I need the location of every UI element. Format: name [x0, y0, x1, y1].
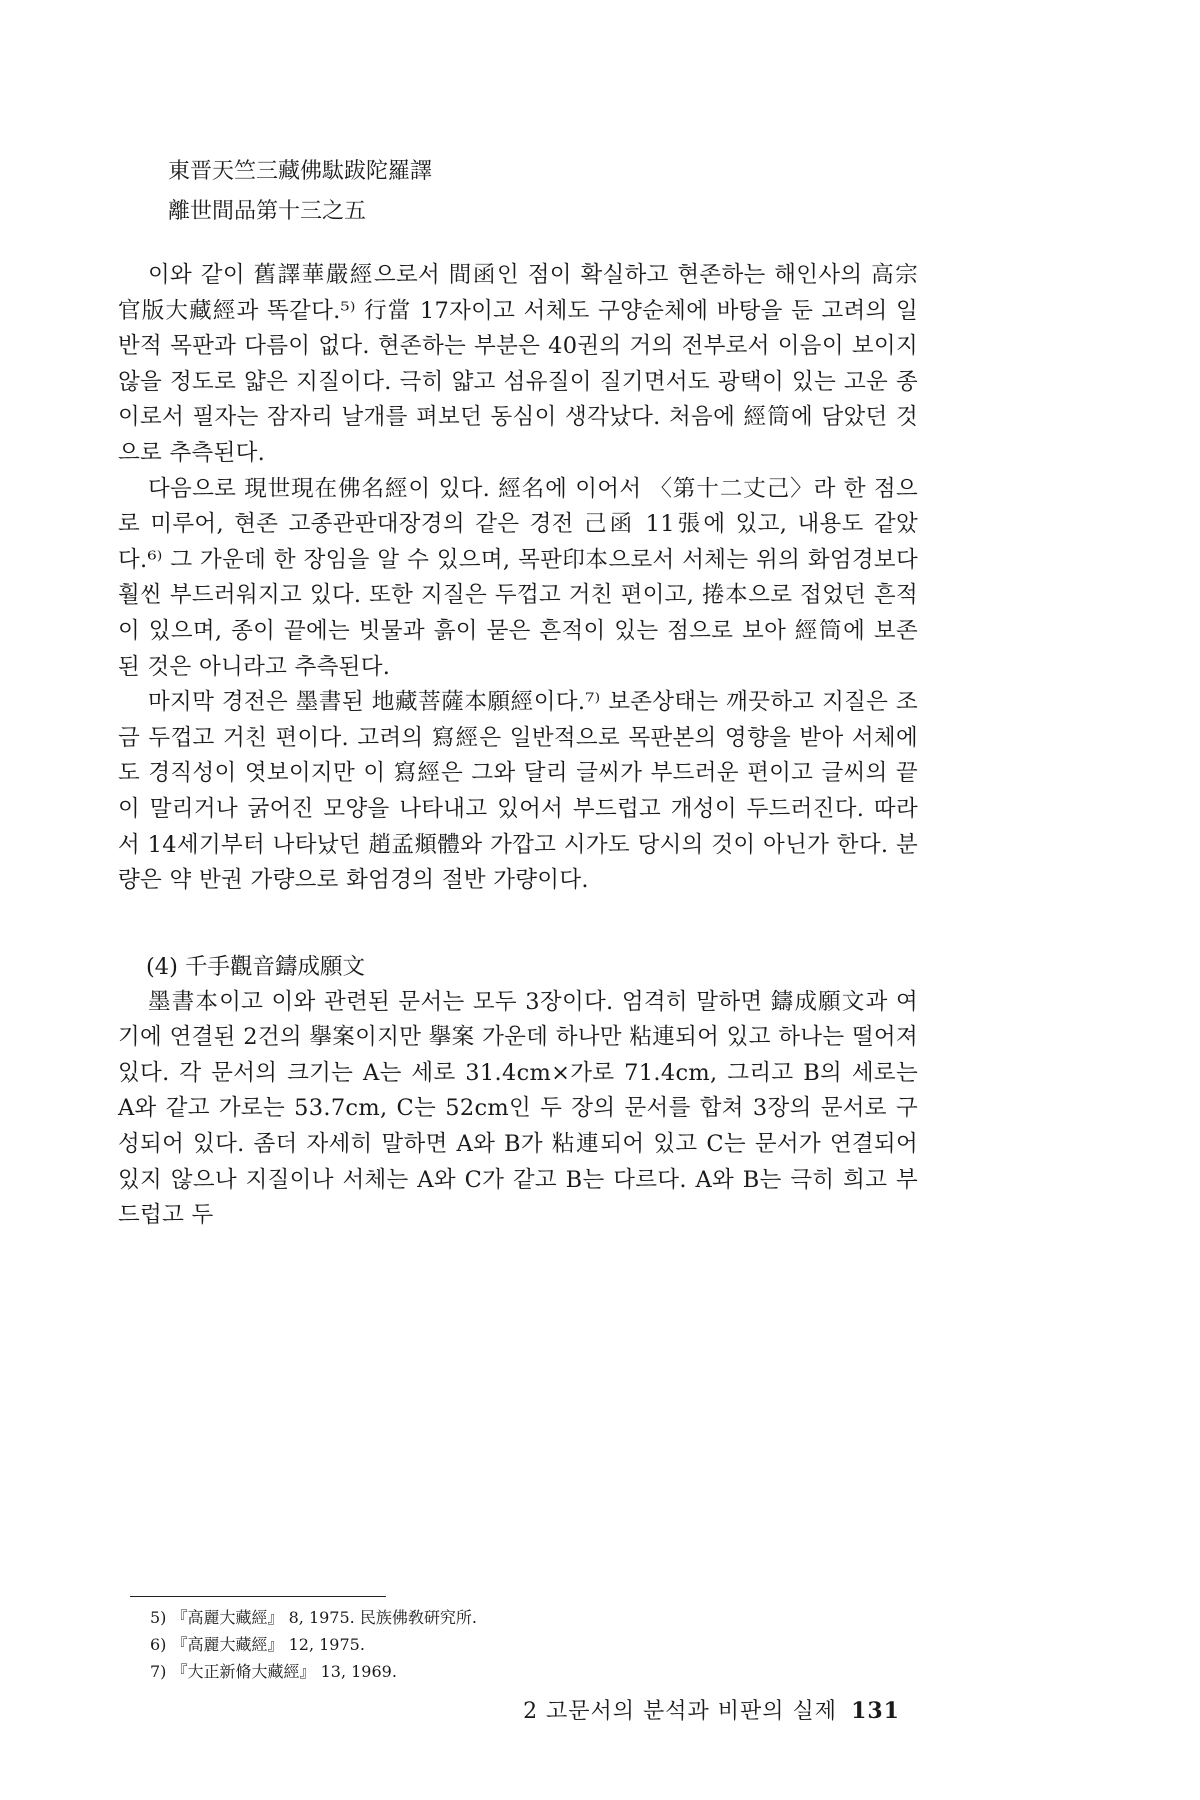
paragraph-3: 마지막 경전은 墨書된 地藏菩薩本願經이다.⁷⁾ 보존상태는 깨끗하고 지질은 조금 두껍고 거친 편이다. 고려의 寫經은 일반적으로 목판본의 영향을 받아 서체에도 경직성이 엿보이지만 이 寫經은 그와 달리 글씨가 부드러운 편이고 글씨의 끝이 말리거나 굵어진 모양을 나타내고 있어서 부드럽고 개성이 두드러진다. 따라서 14세기부터 나타났던 趙孟頫體와 가깝고 시가도 당시의 것이 아닌가 한다. 분량은 약 반권 가량으로 화엄경의 절반 가량이다.: [118, 689, 918, 894]
body-text: [118, 258, 918, 1234]
paragraph-2: 다음으로 現世現在佛名經이 있다. 經名에 이어서 〈第十二丈己〉라 한 점으로 미루어, 현존 고종관판대장경의 같은 경전 己函 11張에 있고, 내용도 같았다.⁶⁾ 그 가운데 한 장임을 알 수 있으며, 목판印本으로서 서체는 위의 화엄경보다 훨씬 부드러워지고 있다. 또한 지질은 두껍고 거친 편이고, 捲本으로 접었던 흔적이 있으며, 종이 끝에는 빗물과 흙이 묻은 흔적이 있는 점으로 보아 經筒에 보존된 것은 아니라고 추측된다.: [118, 475, 918, 680]
footnote-7: 7) 『大正新脩大藏經』 13, 1969.: [150, 1662, 397, 1681]
footnote-6: 6) 『高麗大藏經』 12, 1975.: [150, 1635, 365, 1654]
section-heading: (4) 千手觀音鑄成願文: [146, 953, 366, 980]
running-footer: [523, 1696, 900, 1727]
page-number: 131: [851, 1698, 900, 1724]
footnote-divider: [130, 1596, 386, 1597]
paragraph-1: 이와 같이 舊譯華嚴經으로서 間函인 점이 확실하고 현존하는 해인사의 高宗官版大藏經과 똑같다.⁵⁾ 行當 17자이고 서체도 구양순체에 바탕을 둔 고려의 일반적 목판과 다름이 없다. 현존하는 부분은 40권의 거의 전부로서 이음이 보이지 않을 정도로 얇은 지질이다. 극히 얇고 섬유질이 질기면서도 광택이 있는 고운 종이로서 필자는 잠자리 날개를 펴보던 동심이 생각났다. 처음에 經筒에 담았던 것으로 추측된다.: [118, 262, 918, 466]
section-paragraph: 墨書本이고 이와 관련된 문서는 모두 3장이다. 엄격히 말하면 鑄成願文과 여기에 연결된 2건의 擧案이지만 擧案 가운데 하나만 粘連되어 있고 하나는 떨어져 있다. 각 문서의 크기는 A는 세로 31.4cm×가로 71.4cm, 그리고 B의 세로는 A와 같고 가로는 53.7cm, C는 52cm인 두 장의 문서를 합쳐 3장의 문서로 구성되어 있다. 좀더 자세히 말하면 A와 B가 粘連되어 있고 C는 문서가 연결되어 있지 않으나 지질이나 서체는 A와 C가 같고 B는 다르다. A와 B는 극히 희고 부드럽고 두: [118, 988, 918, 1229]
footnote-5: 5) 『高麗大藏經』 8, 1975. 民族佛敎硏究所.: [150, 1608, 477, 1627]
footnotes: [150, 1604, 850, 1685]
translator-line: 東晋天竺三藏佛駄跋陀羅譯: [168, 159, 433, 184]
chapter-line: 離世間品第十三之五: [168, 199, 367, 224]
sutra-header: [168, 152, 668, 232]
chapter-title: 2 고문서의 분석과 비판의 실제: [523, 1699, 838, 1724]
